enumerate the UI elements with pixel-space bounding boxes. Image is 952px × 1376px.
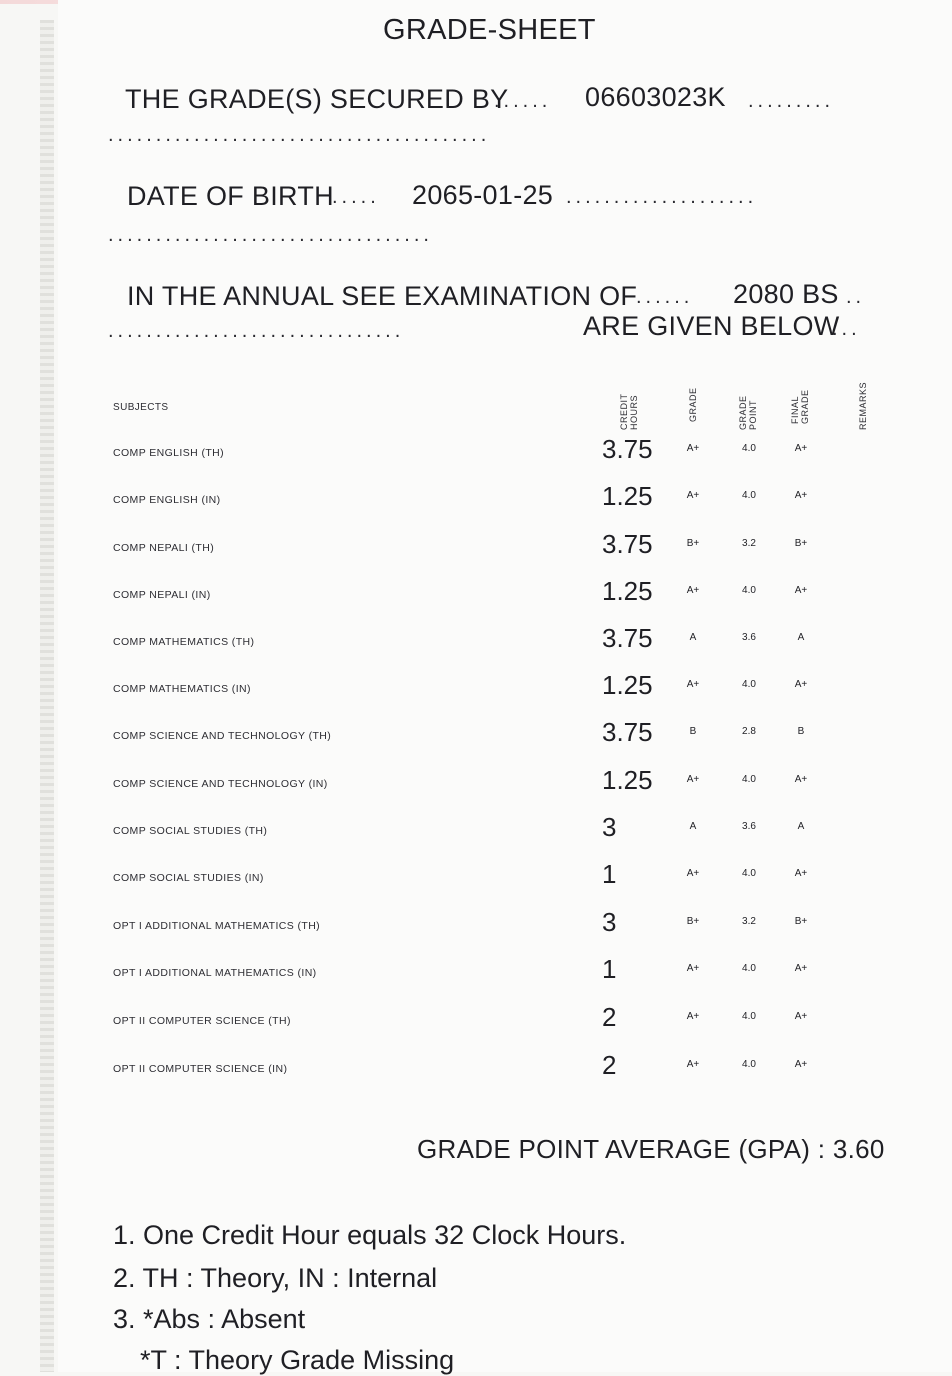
final-grade: A+ [794,963,808,974]
grade-point: 3.2 [742,538,756,549]
header-final-grade: FINAL GRADE [790,389,810,424]
grade: A+ [686,490,700,501]
gpa-summary: GRADE POINT AVERAGE (GPA) : 3.60 [417,1134,885,1164]
secured-by-label: THE GRADE(S) SECURED BY [125,84,509,114]
grade: A+ [686,443,700,454]
credit-hours: 1.25 [602,765,653,795]
header-subjects: SUBJECTS [113,402,169,413]
note-theory-missing: *T : Theory Grade Missing [140,1345,455,1375]
grade-point: 4.0 [742,1011,756,1022]
binding-strip [40,20,54,1372]
credit-hours: 2 [602,1002,617,1032]
grade-point: 4.0 [742,490,756,501]
subject-name: COMP MATHEMATICS (IN) [113,683,251,695]
subject-name: COMP ENGLISH (IN) [113,494,221,506]
final-grade: A+ [794,1059,808,1070]
dots: ...... [636,286,694,308]
exam-label: IN THE ANNUAL SEE EXAMINATION OF [127,281,638,311]
credit-hours: 3.75 [602,717,653,747]
subject-name: COMP ENGLISH (TH) [113,447,225,459]
grade-point: 4.0 [742,1059,756,1070]
credit-hours: 3 [602,907,617,937]
header-credit-hours: CREDIT HOURS [619,393,639,430]
final-grade: A+ [794,679,808,690]
grade-point: 3.6 [742,821,756,832]
final-grade: B+ [794,916,808,927]
subject-name: OPT II COMPUTER SCIENCE (TH) [113,1015,291,1027]
subject-name: COMP SCIENCE AND TECHNOLOGY (TH) [113,730,332,742]
grade-point: 4.0 [742,963,756,974]
final-grade: A+ [794,490,808,501]
note-absent: 3. *Abs : Absent [113,1304,306,1334]
final-grade: A+ [794,774,808,785]
final-grade: A [797,632,805,643]
final-grade: A+ [794,1011,808,1022]
grade-point: 3.2 [742,916,756,927]
grade-point: 4.0 [742,774,756,785]
dots: ............................... [108,320,405,342]
grade-point: 2.8 [742,726,756,737]
subject-name: COMP MATHEMATICS (TH) [113,636,255,648]
grade-point: 4.0 [742,868,756,879]
dots: ..... [332,186,380,208]
dots: ......... [748,90,835,112]
grade: B+ [686,916,700,927]
grade: A+ [686,868,700,879]
credit-hours: 3.75 [602,434,653,464]
subject-name: COMP SOCIAL STUDIES (TH) [113,825,268,837]
credit-hours: 1.25 [602,481,653,511]
header-grade-point: GRADE POINT [738,395,758,430]
dob-label: DATE OF BIRTH [127,181,334,211]
grade: A+ [686,679,700,690]
sheet-title: GRADE-SHEET [383,14,596,46]
subject-name: COMP SCIENCE AND TECHNOLOGY (IN) [113,778,328,790]
subject-name: COMP NEPALI (TH) [113,542,215,554]
final-grade: B+ [794,538,808,549]
dots: .................... [566,186,758,208]
dots: .................................. [108,224,433,246]
grade-point: 4.0 [742,443,756,454]
grade: A+ [686,1059,700,1070]
grade: A+ [686,585,700,596]
grade: A+ [686,774,700,785]
dots: ... [832,318,861,340]
subject-name: COMP SOCIAL STUDIES (IN) [113,872,264,884]
grade: B [689,726,697,737]
grade-point: 4.0 [742,679,756,690]
grade-point: 3.6 [742,632,756,643]
credit-hours: 1.25 [602,576,653,606]
header-grade: GRADE [688,387,698,422]
final-grade: A [797,821,805,832]
header-remarks: REMARKS [858,381,868,430]
dob-value: 2065-01-25 [412,180,554,210]
dots: ........................................ [108,124,491,146]
grade: B+ [686,538,700,549]
grade: A+ [686,963,700,974]
note-th-in: 2. TH : Theory, IN : Internal [113,1263,438,1293]
subject-name: COMP NEPALI (IN) [113,589,211,601]
final-grade: A+ [794,443,808,454]
credit-hours: 1 [602,954,617,984]
credit-hours: 1.25 [602,670,653,700]
note-credit-hour: 1. One Credit Hour equals 32 Clock Hours. [113,1220,627,1250]
credit-hours: 2 [602,1050,617,1080]
grade: A [689,821,697,832]
credit-hours: 3.75 [602,623,653,653]
exam-year: 2080 BS [733,279,839,309]
credit-hours: 3 [602,812,617,842]
grade: A [689,632,697,643]
grade: A+ [686,1011,700,1022]
dots: ...... [494,90,552,112]
symbol-number: 06603023K [585,82,726,112]
final-grade: A+ [794,868,808,879]
final-grade: A+ [794,585,808,596]
final-grade: B [797,726,805,737]
credit-hours: 3.75 [602,529,653,559]
dots: .. [846,286,866,308]
subject-name: OPT I ADDITIONAL MATHEMATICS (TH) [113,920,321,932]
given-below: ARE GIVEN BELOW [583,311,840,341]
subject-name: OPT I ADDITIONAL MATHEMATICS (IN) [113,967,317,979]
subject-name: OPT II COMPUTER SCIENCE (IN) [113,1063,288,1075]
credit-hours: 1 [602,859,617,889]
grade-point: 4.0 [742,585,756,596]
